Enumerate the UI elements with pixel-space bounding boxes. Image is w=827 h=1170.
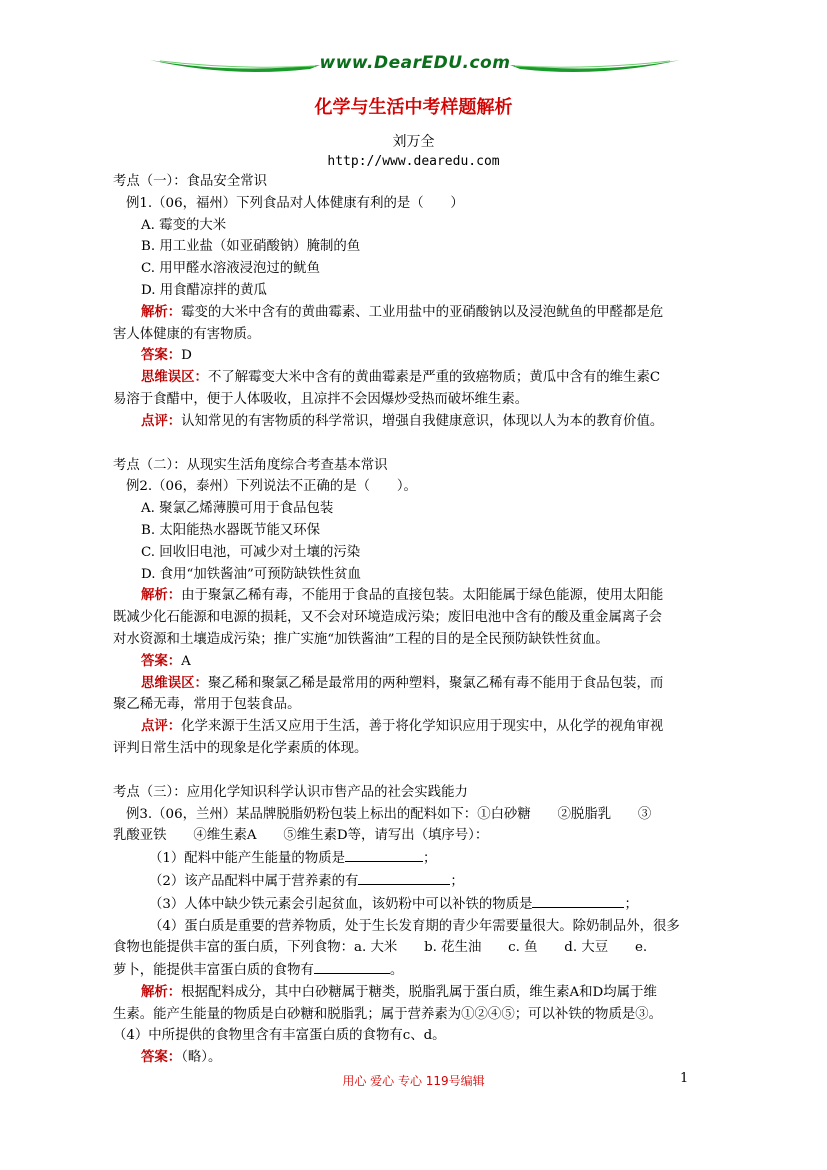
option-a: A. 霉变的大米 bbox=[141, 217, 227, 233]
error-paragraph bbox=[113, 673, 715, 695]
option-b: B. 太阳能热水器既节能又环保 bbox=[141, 522, 321, 538]
banner-site-name: www.DearEDU.com bbox=[319, 53, 511, 73]
punctuation: ； bbox=[624, 896, 638, 912]
analysis-text-cont: 既减少化石能源和电源的损耗，又不会对环境造成污染；废旧电池中含有的酸及重金属离子会 bbox=[113, 610, 663, 626]
comment-paragraph bbox=[113, 411, 715, 433]
option-b: B. 用工业盐（如亚硝酸钠）腌制的鱼 bbox=[141, 239, 361, 255]
analysis-text: 霉变的大米中含有的黄曲霉素、工业用盐中的亚硝酸钠以及浸泡鱿鱼的甲醛都是危 bbox=[181, 304, 664, 320]
option-c: C. 用甲醛水溶液浸泡过的鱿鱼 bbox=[141, 261, 320, 277]
comment-paragraph bbox=[113, 716, 715, 738]
sub-question-4-cont bbox=[113, 959, 715, 982]
option-d: D. 用食醋凉拌的黄瓜 bbox=[141, 282, 267, 298]
error-text-cont: 聚乙稀无毒，常用于包装食品。 bbox=[113, 697, 301, 713]
comment-label: 点评： bbox=[141, 413, 182, 429]
punctuation: ； bbox=[450, 873, 464, 889]
comment-text: 化学来源于生活又应用于生活，善于将化学知识应用于现实中，从化学的视角审视 bbox=[181, 719, 664, 735]
analysis-label: 解析： bbox=[141, 304, 182, 320]
comment-text-cont: 评判日常生活中的现象是化学素质的体现。 bbox=[113, 740, 368, 756]
section-header: 考点（一）：食品安全常识 bbox=[113, 174, 267, 189]
document-title: 化学与生活中考样题解析 bbox=[314, 97, 513, 118]
page-number: 1 bbox=[680, 1071, 689, 1086]
error-paragraph bbox=[113, 367, 715, 389]
sub-question-1 bbox=[113, 847, 715, 870]
answer-value: A bbox=[181, 653, 191, 669]
analysis-label: 解析： bbox=[141, 588, 182, 604]
sub-question-2 bbox=[113, 870, 715, 893]
sub-question-text: （2）该产品配料中属于营养素的有 bbox=[149, 873, 359, 889]
section-header: 考点（二）：从现实生活角度综合考查基本常识 bbox=[113, 457, 388, 473]
answer-line bbox=[113, 651, 715, 673]
option-d: D. 食用“加铁酱油”可预防缺铁性贫血 bbox=[141, 566, 361, 582]
analysis-text-cont: 害人体健康的有害物质。 bbox=[113, 326, 261, 342]
analysis-paragraph bbox=[113, 302, 715, 324]
option-a: A. 聚氯乙烯薄膜可用于食品包装 bbox=[141, 501, 334, 517]
author-name: 刘万全 bbox=[392, 134, 435, 150]
answer-blank[interactable] bbox=[532, 893, 624, 908]
analysis-paragraph bbox=[113, 585, 715, 607]
answer-value: D bbox=[181, 348, 192, 364]
sub-question-text: （3）人体中缺少铁元素会引起贫血，该奶粉中可以补铁的物质是 bbox=[149, 896, 533, 912]
analysis-paragraph bbox=[113, 982, 715, 1004]
answer-blank[interactable] bbox=[345, 847, 423, 862]
analysis-label: 解析： bbox=[141, 984, 182, 1000]
sub-question-4-cont: 食物也能提供丰富的蛋白质，下列食物：a. 大米 b. 花生油 c. 鱼 d. 大豆 e. bbox=[113, 940, 648, 956]
answer-blank[interactable] bbox=[314, 959, 390, 974]
answer-label: 答案： bbox=[141, 1050, 182, 1066]
option-c: C. 回收旧电池，可减少对土壤的污染 bbox=[141, 544, 361, 560]
comment-text: 认知常见的有害物质的科学常识，增强自我健康意识，体现以人为本的教育价值。 bbox=[181, 413, 664, 429]
error-text: 不了解霉变大米中含有的黄曲霉素是严重的致癌物质；黄瓜中含有的维生素C bbox=[207, 370, 661, 386]
answer-blank[interactable] bbox=[358, 870, 450, 885]
site-banner bbox=[150, 48, 680, 78]
error-label: 思维误区： bbox=[141, 675, 208, 691]
footer-slogan: 用心 爱心 专心 119号编辑 bbox=[342, 1074, 485, 1088]
question-text: 例3.（06，兰州）某品牌脱脂奶粉包装上标出的配料如下：①白砂糖 ②脱脂乳 ③ bbox=[126, 806, 652, 822]
answer-label: 答案： bbox=[141, 653, 182, 669]
answer-label: 答案： bbox=[141, 348, 182, 364]
error-label: 思维误区： bbox=[141, 370, 208, 386]
analysis-text-cont: 生素。能产生能量的物质是白砂糖和脱脂乳；属于营养素为①②④⑤；可以补铁的物质是③。 bbox=[113, 1006, 663, 1022]
source-url: http://www.dearedu.com bbox=[327, 154, 500, 169]
analysis-text: 由于聚氯乙稀有毒，不能用于食品的直接包装。太阳能属于绿色能源，使用太阳能 bbox=[181, 588, 664, 604]
question-text: 例1.（06，福州）下列食品对人体健康有利的是（ ） bbox=[126, 195, 464, 211]
punctuation: ； bbox=[423, 851, 437, 867]
question-text: 例2.（06，泰州）下列说法不正确的是（ ）。 bbox=[126, 479, 417, 495]
sub-question-4: （4）蛋白质是重要的营养物质，处于生长发育期的青少年需要量很大。除奶制品外，很多 bbox=[149, 918, 680, 934]
punctuation: 。 bbox=[389, 963, 404, 979]
error-text-cont: 易溶于食醋中，便于人体吸收，且凉拌不会因爆炒受热而破坏维生素。 bbox=[113, 391, 529, 407]
analysis-text: 根据配料成分，其中白砂糖属于糖类，脱脂乳属于蛋白质，维生素A和D均属于维 bbox=[181, 984, 657, 1000]
answer-line bbox=[113, 1047, 715, 1069]
sub-question-text: （1）配料中能产生能量的物质是 bbox=[149, 851, 345, 867]
analysis-text-cont: 对水资源和土壤造成污染；推广实施“加铁酱油”工程的目的是全民预防缺铁性贫血。 bbox=[113, 631, 609, 647]
sub-question-text: 萝卜，能提供丰富蛋白质的食物有 bbox=[113, 963, 314, 979]
error-text: 聚乙稀和聚氯乙稀是最常用的两种塑料，聚氯乙稀有毒不能用于食品包装，而 bbox=[207, 675, 664, 691]
answer-line bbox=[113, 345, 715, 367]
analysis-text-cont: （4）中所提供的食物里含有丰富蛋白质的食物有c、d。 bbox=[113, 1028, 446, 1044]
sub-question-3 bbox=[113, 893, 715, 916]
answer-value: （略）。 bbox=[181, 1050, 222, 1066]
document-body bbox=[113, 171, 715, 1069]
section-header: 考点（三）：应用化学知识科学认识市售产品的社会实践能力 bbox=[113, 784, 468, 800]
comment-label: 点评： bbox=[141, 719, 182, 735]
question-text-cont: 乳酸亚铁 ④维生素A ⑤维生素D等，请写出（填序号）： bbox=[113, 828, 489, 844]
